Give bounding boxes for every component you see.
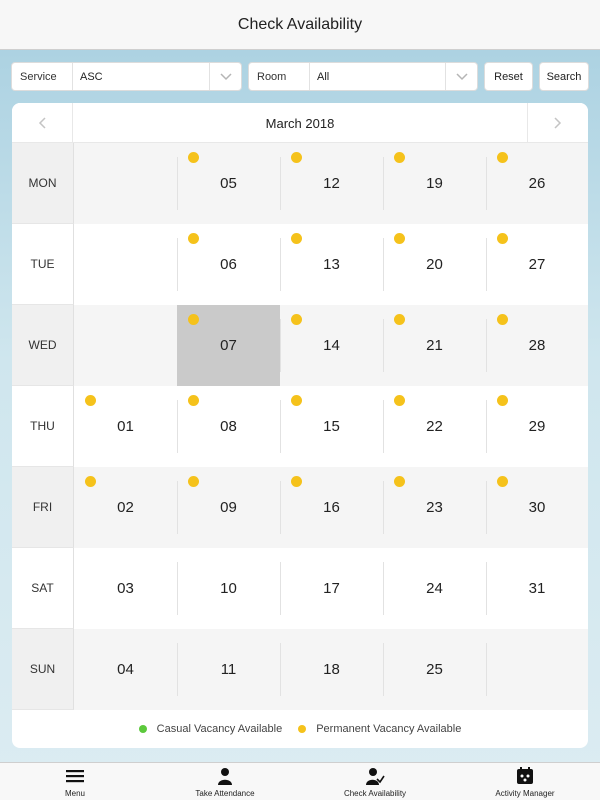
calendar-day-cell[interactable] [383,629,486,710]
calendar-day-cell[interactable] [383,224,486,305]
calendar-row [12,224,588,305]
day-number: 21 [426,337,443,354]
weekday-label: SUN [12,629,74,710]
calendar-day-cell[interactable] [280,467,383,548]
tab-take-attendance[interactable] [150,763,300,800]
calendar-day-cell[interactable] [177,224,280,305]
day-number: 20 [426,256,443,273]
cell-divider [177,643,178,696]
day-number: 28 [528,337,546,354]
day-number: 25 [426,661,443,678]
service-select[interactable] [11,62,242,91]
day-number: 14 [323,337,340,354]
calendar-row [12,467,588,548]
weekday-label: MON [12,143,74,224]
cell-divider [280,400,281,453]
permanent-vacancy-dot [188,152,199,163]
calendar-day-cell[interactable] [177,386,280,467]
day-number: 17 [323,580,340,597]
cell-divider [280,481,281,534]
cell-divider [486,157,487,210]
header-bar [0,0,600,50]
cell-divider [383,400,384,453]
tab-check-availability-label: Check Availability [343,789,407,798]
cell-divider [383,157,384,210]
tab-bar [0,762,600,800]
day-number: 29 [528,418,546,435]
day-number: 26 [528,175,546,192]
search-button[interactable]: Search [539,62,589,91]
permanent-vacancy-dot [497,476,508,487]
day-number: 16 [323,499,340,516]
calendar-row [12,305,588,386]
weekday-label: WED [12,305,74,386]
weekday-label: THU [12,386,74,467]
chevron-down-icon[interactable] [445,63,477,90]
cell-divider [280,643,281,696]
day-number: 18 [323,661,340,678]
calendar-row [12,143,588,224]
room-value: All [317,70,330,83]
cell-divider [177,481,178,534]
month-nav [12,103,588,143]
calendar-day-cell[interactable] [74,386,177,467]
room-select[interactable] [248,62,478,91]
permanent-vacancy-dot [291,476,302,487]
calendar-empty-cell [74,305,177,386]
menu-icon [65,767,85,785]
room-label: Room [249,63,310,90]
calendar-day-cell[interactable] [486,224,588,305]
legend-permanent [298,723,461,735]
day-number: 02 [117,499,134,516]
day-number: 05 [220,175,237,192]
day-number: 03 [117,580,134,597]
day-number: 22 [426,418,443,435]
day-number: 06 [220,256,237,273]
calendar-day-cell[interactable] [486,386,588,467]
permanent-vacancy-dot [298,725,306,733]
prev-month-button[interactable] [12,103,73,143]
cell-divider [383,562,384,615]
day-number: 15 [323,418,340,435]
day-number: 19 [426,175,443,192]
calendar-empty-cell [74,143,177,224]
permanent-vacancy-dot [394,152,405,163]
activity-icon [515,767,535,785]
reset-button[interactable]: Reset [484,62,533,91]
permanent-vacancy-dot [291,395,302,406]
legend-permanent-label: Permanent Vacancy Available [316,723,462,735]
calendar-day-cell[interactable] [280,143,383,224]
tab-activity-manager[interactable] [450,763,600,800]
calendar-day-cell[interactable] [383,467,486,548]
calendar-day-cell[interactable] [280,548,383,629]
permanent-vacancy-dot [394,395,405,406]
calendar-row [12,548,588,629]
permanent-vacancy-dot [188,395,199,406]
permanent-vacancy-dot [497,395,508,406]
weekday-label: FRI [12,467,74,548]
calendar-day-cell[interactable] [177,305,280,386]
day-number: 08 [220,418,237,435]
day-number: 10 [220,580,237,597]
permanent-vacancy-dot [394,314,405,325]
calendar-day-cell[interactable] [280,386,383,467]
service-value: ASC [80,70,103,83]
permanent-vacancy-dot [497,233,508,244]
day-number: 01 [117,418,134,435]
day-number: 09 [220,499,237,516]
permanent-vacancy-dot [291,314,302,325]
calendar-day-cell[interactable] [280,629,383,710]
day-number: 30 [528,499,546,516]
cell-divider [383,481,384,534]
day-number: 11 [220,661,237,678]
weekday-label: TUE [12,224,74,305]
calendar-row [12,386,588,467]
casual-vacancy-dot [139,725,147,733]
calendar-row [12,629,588,710]
permanent-vacancy-dot [85,395,96,406]
permanent-vacancy-dot [497,314,508,325]
cell-divider [280,238,281,291]
permanent-vacancy-dot [394,233,405,244]
day-number: 31 [528,580,546,597]
cell-divider [383,643,384,696]
permanent-vacancy-dot [85,476,96,487]
cell-divider [486,481,487,534]
cell-divider [486,562,487,615]
permanent-vacancy-dot [497,152,508,163]
next-month-button[interactable] [527,103,588,143]
weekday-label: SAT [12,548,74,629]
cell-divider [486,400,487,453]
cell-divider [486,319,487,372]
calendar-day-cell[interactable] [280,224,383,305]
day-number: 27 [528,256,546,273]
cell-divider [177,562,178,615]
calendar-empty-cell [486,629,588,710]
calendar-day-cell[interactable] [383,305,486,386]
calendar-card [12,103,588,748]
cell-divider [280,562,281,615]
calendar-day-cell[interactable] [177,143,280,224]
cell-divider [383,319,384,372]
day-number: 12 [323,175,340,192]
permanent-vacancy-dot [291,152,302,163]
legend-casual [139,723,283,735]
cell-divider [486,238,487,291]
day-number: 07 [220,337,237,354]
month-title: March 2018 [265,115,335,131]
calendar-day-cell[interactable] [383,548,486,629]
calendar-day-cell[interactable] [74,629,177,710]
day-number: 24 [426,580,443,597]
permanent-vacancy-dot [291,233,302,244]
calendar-day-cell[interactable] [383,386,486,467]
calendar-day-cell[interactable] [177,629,280,710]
tab-check-availability[interactable] [300,763,450,800]
filter-bar [0,50,600,102]
calendar-day-cell[interactable] [486,548,588,629]
cell-divider [280,157,281,210]
calendar-day-cell[interactable] [177,467,280,548]
service-label: Service [12,63,73,90]
person-check-icon [365,767,385,785]
chevron-down-icon[interactable] [209,63,241,90]
permanent-vacancy-dot [188,314,199,325]
cell-divider [177,400,178,453]
calendar-day-cell[interactable] [383,143,486,224]
calendar-day-cell[interactable] [486,143,588,224]
calendar-day-cell[interactable] [74,548,177,629]
permanent-vacancy-dot [394,476,405,487]
permanent-vacancy-dot [188,233,199,244]
chevron-left-icon [38,117,46,129]
chevron-right-icon [554,117,562,129]
calendar-day-cell[interactable] [486,305,588,386]
cell-divider [280,319,281,372]
cell-divider [383,238,384,291]
tab-take-attendance-label: Take Attendance [195,789,255,798]
calendar-empty-cell [74,224,177,305]
legend-casual-label: Casual Vacancy Available [156,723,283,735]
tab-menu-label: Menu [64,789,85,798]
day-number: 23 [426,499,443,516]
day-number: 13 [323,256,340,273]
page-title: Check Availability [237,15,363,33]
permanent-vacancy-dot [188,476,199,487]
cell-divider [486,643,487,696]
calendar-day-cell[interactable] [486,467,588,548]
tab-menu[interactable] [0,763,150,800]
calendar-day-cell[interactable] [177,548,280,629]
cell-divider [177,238,178,291]
day-number: 04 [117,661,134,678]
legend [12,710,588,748]
tab-activity-manager-label: Activity Manager [495,789,555,798]
cell-divider [177,157,178,210]
person-icon [215,767,235,785]
calendar-day-cell[interactable] [74,467,177,548]
calendar-day-cell[interactable] [280,305,383,386]
